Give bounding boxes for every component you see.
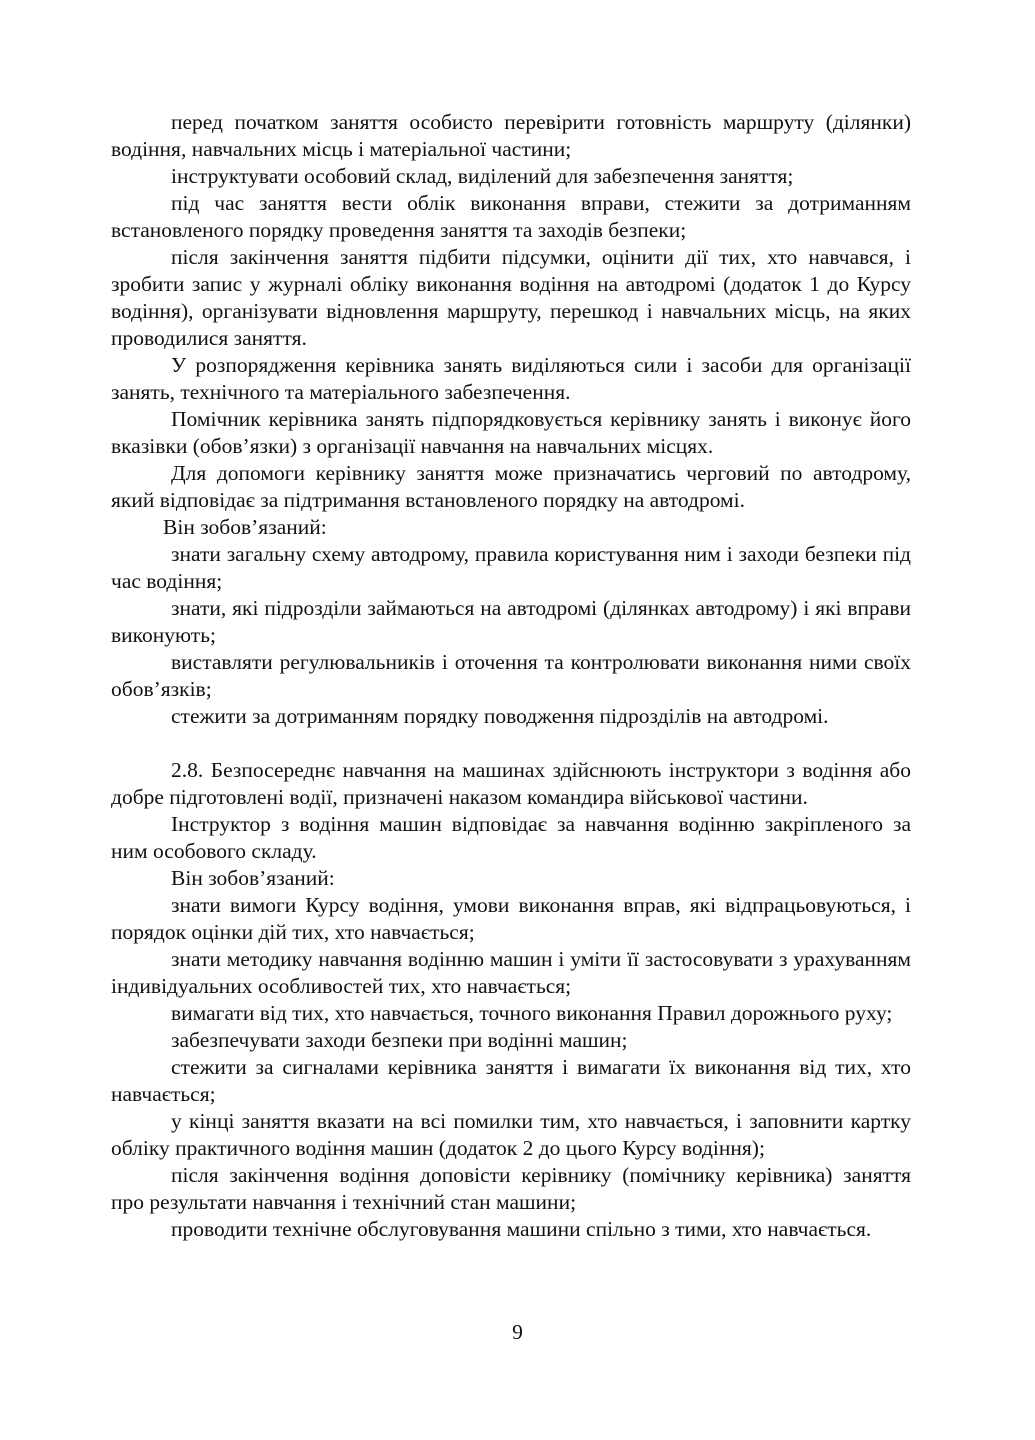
paragraph: Він зобов’язаний: — [171, 866, 335, 890]
paragraph: знати вимоги Курсу водіння, умови виконання вправ, які відпрацьовуються, і порядок оцінки дій тих, хто навчається; — [111, 893, 911, 944]
paragraph: забезпечувати заходи безпеки при водінні машин; — [171, 1028, 628, 1052]
paragraph: після закінчення водіння доповісти керівнику (помічнику керівника) заняття про результати навчання і технічний стан машини; — [111, 1163, 911, 1214]
paragraph: стежити за дотриманням порядку поводження підрозділів на автодромі. — [171, 704, 829, 728]
paragraph: перед початком заняття особисто перевірити готовність маршруту (ділянки) водіння, навчальних місць і матеріальної частини; — [111, 110, 911, 161]
paragraph: знати методику навчання водінню машин і уміти її застосовувати з урахуванням індивідуальних особливостей тих, хто навчається; — [111, 947, 911, 998]
page-number: 9 — [512, 1320, 523, 1344]
paragraph: знати загальну схему автодрому, правила користування ним і заходи безпеки під час водіння; — [111, 542, 911, 593]
paragraph: Інструктор з водіння машин відповідає за навчання водінню закріпленого за ним особового складу. — [111, 812, 911, 863]
section-2-8-paragraph: 2.8. Безпосереднє навчання на машинах здійснюють інструктори з водіння або добре підготовлені водії, призначені наказом командира військової частини. — [111, 758, 911, 809]
paragraph: знати, які підрозділи займаються на автодромі (ділянках автодрому) і які вправи виконують; — [111, 596, 911, 647]
paragraph: Помічник керівника занять підпорядковується керівнику занять і виконує його вказівки (обов’язки) з організації навчання на навчальних місцях. — [111, 407, 911, 458]
paragraph: після закінчення заняття підбити підсумки, оцінити дії тих, хто навчався, і зробити запис у журналі обліку виконання водіння на автодромі (додаток 1 до Курсу водіння), організувати відновлення маршруту, перешкод і навчальних місць, на яких проводилися заняття. — [111, 245, 911, 350]
paragraph: виставляти регулювальників і оточення та контролювати виконання ними своїх обов’язків; — [111, 650, 911, 701]
paragraph: проводити технічне обслуговування машини спільно з тими, хто навчається. — [171, 1217, 872, 1241]
page-body — [111, 109, 911, 1243]
paragraph: Для допомоги керівнику заняття може призначатись черговий по автодрому, який відповідає за підтримання встановленого порядку на автодромі. — [111, 461, 911, 512]
paragraph: У розпорядження керівника занять виділяються сили і засоби для організації занять, технічного та матеріального забезпечення. — [111, 353, 911, 404]
paragraph: у кінці заняття вказати на всі помилки тим, хто навчається, і заповнити картку обліку практичного водіння машин (додаток 2 до цього Курсу водіння); — [111, 1109, 911, 1160]
paragraph: стежити за сигналами керівника заняття і вимагати їх виконання від тих, хто навчається; — [111, 1055, 911, 1106]
paragraph: інструктувати особовий склад, виділений для забезпечення заняття; — [171, 164, 794, 188]
paragraph: Він зобов’язаний: — [163, 515, 327, 539]
section-spacer — [111, 730, 911, 757]
paragraph: під час заняття вести облік виконання вправи, стежити за дотриманням встановленого порядку проведення заняття та заходів безпеки; — [111, 191, 911, 242]
paragraph: вимагати від тих, хто навчається, точного виконання Правил дорожнього руху; — [171, 1001, 893, 1025]
